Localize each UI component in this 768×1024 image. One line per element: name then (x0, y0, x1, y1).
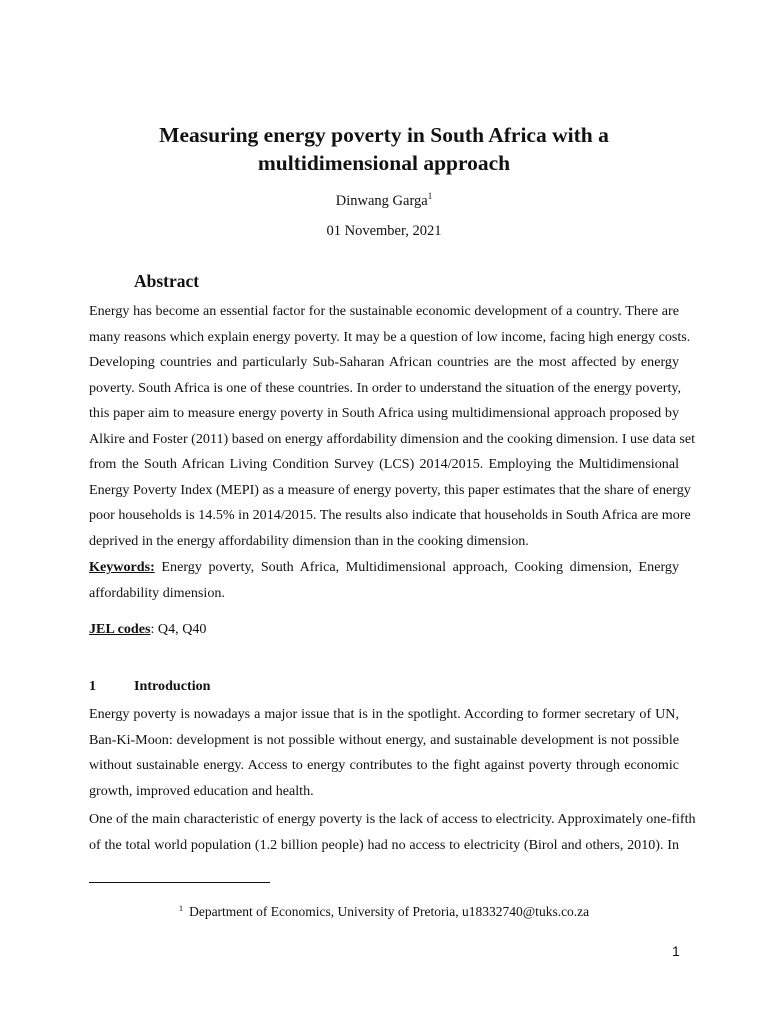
abstract-line: many reasons which explain energy poverty. It may be a question of low income, facing high energy costs. (89, 328, 691, 345)
abstract-line: Alkire and Foster (2011) based on energy affordability dimension and the cooking dimension. I use data set (89, 430, 696, 447)
footnote-separator (89, 882, 270, 883)
keywords-text-2: affordability dimension. (89, 584, 225, 601)
introduction-paragraph-2 (89, 807, 696, 858)
paragraph-line: Energy poverty is nowadays a major issue that is in the spotlight. According to former secretary of UN, (89, 706, 679, 722)
paper-title (0, 121, 768, 177)
keywords-line-1 (89, 555, 679, 581)
keywords-block (89, 555, 679, 606)
paragraph-line: growth, improved education and health. (89, 782, 314, 799)
jel-codes-line (89, 617, 679, 643)
author-footnote-mark[interactable]: 1 (427, 191, 433, 201)
introduction-paragraph-1 (89, 702, 679, 804)
footnote-mark: 1 (178, 903, 184, 913)
jel-codes-block (89, 617, 679, 643)
paragraph-line: of the total world population (1.2 billion people) had no access to electricity (Birol and others, 2010). In (89, 836, 679, 853)
paragraph-line: without sustainable energy. Access to energy contributes to the fight against poverty through economic (89, 757, 679, 773)
section-number: 1 (89, 678, 97, 694)
jel-codes-value: : Q4, Q40 (150, 621, 207, 637)
jel-codes-label: JEL codes (89, 621, 151, 637)
abstract-line: Energy has become an essential factor for the sustainable economic development of a country. There are (89, 303, 679, 319)
paragraph-line: Ban-Ki-Moon: development is not possible without energy, and sustainable development is not possible (89, 731, 679, 748)
abstract-line: Developing countries and particularly Sub-Saharan African countries are the most affected by energy (89, 354, 679, 370)
paper-title-line-1: Measuring energy poverty in South Africa with a (159, 123, 609, 147)
footnote-text: Department of Economics, University of Pretoria, u18332740@tuks.co.za (189, 904, 590, 919)
abstract-line: deprived in the energy affordability dimension than in the cooking dimension. (89, 532, 529, 549)
abstract-line: from the South African Living Condition Survey (LCS) 2014/2015. Employing the Multidimensional (89, 456, 679, 472)
abstract-heading: Abstract (134, 271, 200, 291)
abstract-line: poor households is 14.5% in 2014/2015. The results also indicate that households in South Africa are more (89, 507, 691, 523)
section-heading-introduction (89, 676, 211, 696)
author-name: Dinwang Garga (335, 193, 428, 209)
publication-date: 01 November, 2021 (326, 223, 442, 239)
paper-title-line-2: multidimensional approach (257, 151, 511, 175)
abstract-line: this paper aim to measure energy poverty in South Africa using multidimensional approach proposed by (89, 405, 679, 421)
abstract-line: Energy Poverty Index (MEPI) as a measure of energy poverty, this paper estimates that the share of energy (89, 481, 691, 498)
page-number: 1 (672, 943, 680, 959)
abstract-body (89, 299, 696, 554)
footnote (0, 902, 768, 922)
section-title: Introduction (134, 678, 211, 694)
paragraph-line: One of the main characteristic of energy poverty is the lack of access to electricity. Approximately one-fifth (89, 811, 696, 827)
author-line (0, 191, 768, 211)
abstract-line: poverty. South Africa is one of these countries. In order to understand the situation of the energy poverty, (89, 379, 682, 396)
keywords-label: Keywords: (89, 559, 155, 575)
keywords-text-1: Energy poverty, South Africa, Multidimensional approach, Cooking dimension, Energy (154, 559, 679, 575)
